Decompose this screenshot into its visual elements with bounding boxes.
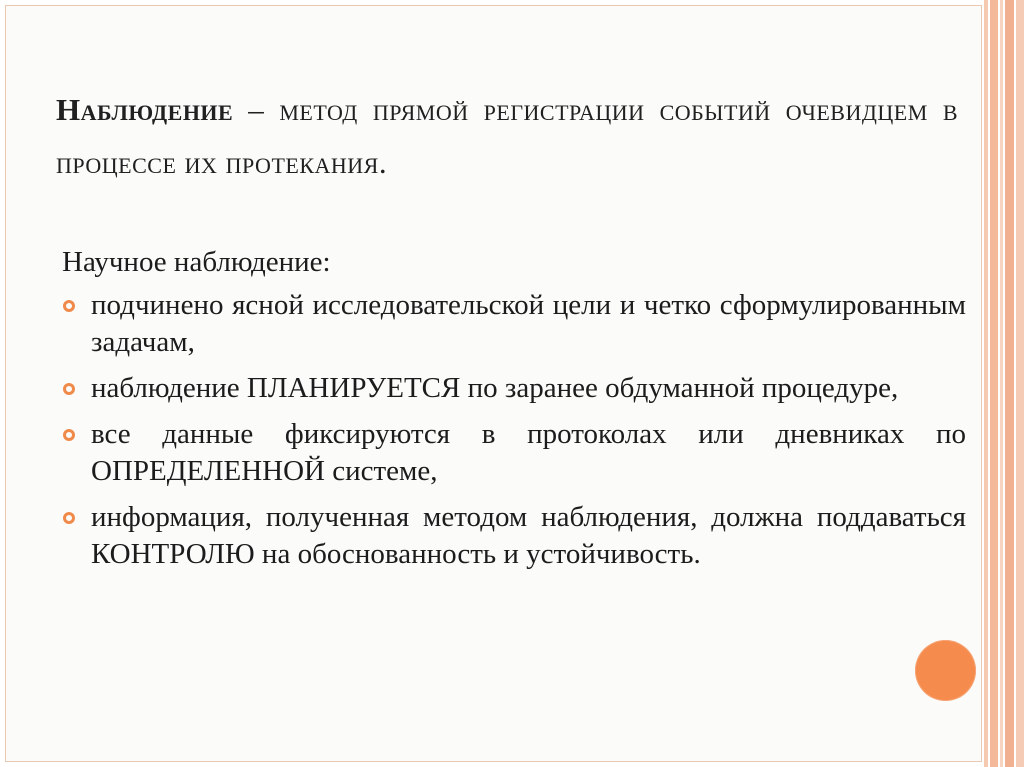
subheading: Научное наблюдение: [62,246,331,278]
hollow-circle-bullet-icon [63,429,75,441]
title-term: Наблюдение [56,92,234,127]
list-item [62,499,966,573]
decorative-stripe [984,0,988,767]
list-item [62,287,966,361]
title-definition: – метод прямой регистрации событий очевидцем в процессе их протекания. [56,92,958,180]
hollow-circle-bullet-icon [63,383,75,395]
list-item [62,370,966,407]
orange-circle-icon [915,640,976,701]
bullet-list [62,287,966,573]
slide-body [62,240,966,582]
list-item-text: информация, полученная методом наблюдения, должна поддаваться КОНТРОЛЮ на обоснованность и устойчивость. [91,501,966,570]
hollow-circle-bullet-icon [63,512,75,524]
decorative-stripe [1016,0,1024,767]
decorative-stripe [1000,0,1003,767]
decorative-stripe [1005,0,1014,767]
list-item-text: наблюдение ПЛАНИРУЕТСЯ по заранее обдуманной процедуре, [91,372,899,404]
slide-title [56,83,958,189]
list-item [62,416,966,490]
hollow-circle-bullet-icon [63,300,75,312]
decorative-stripe [990,0,998,767]
list-item-text: подчинено ясной исследовательской цели и четко сформулированным задачам, [91,289,966,358]
list-item-text: все данные фиксируются в протоколах или дневниках по ОПРЕДЕЛЕННОЙ системе, [91,418,966,487]
